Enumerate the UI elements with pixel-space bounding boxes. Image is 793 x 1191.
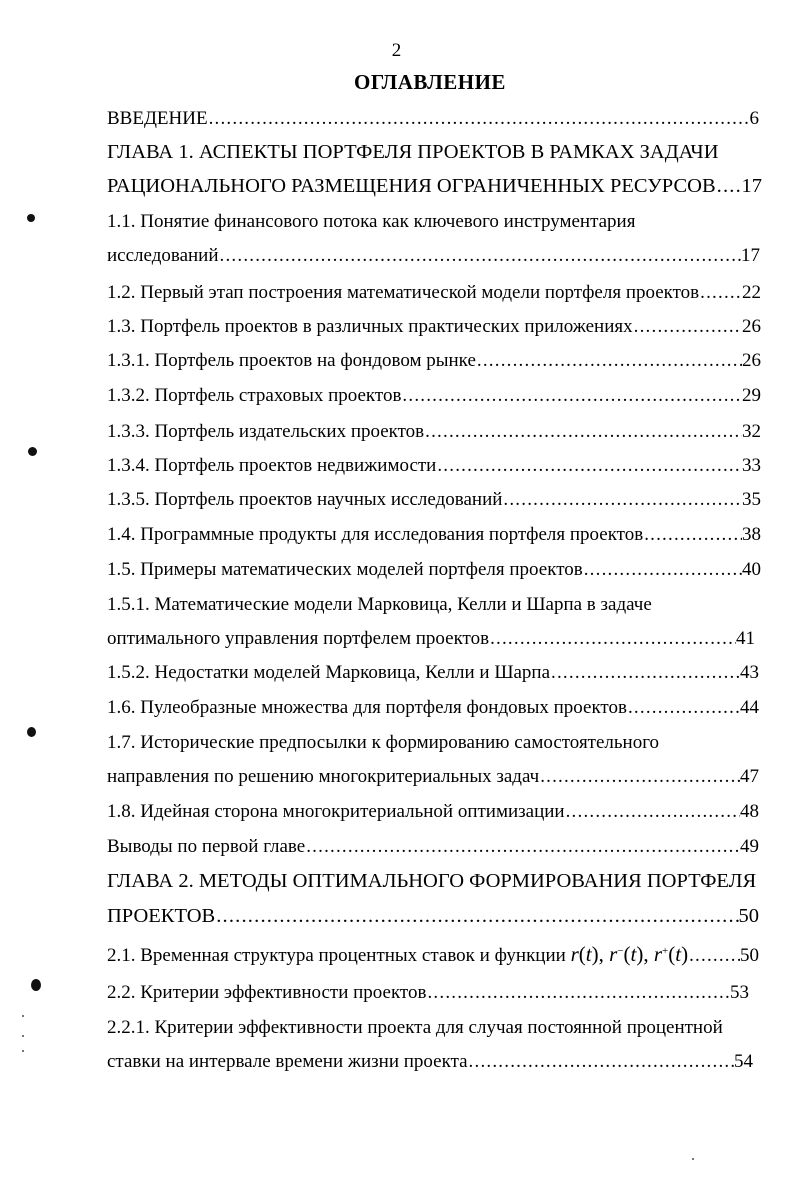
toc-entry-page: 48: [740, 801, 759, 822]
dot-leader: [583, 559, 742, 581]
binding-hole-mark: [27, 214, 35, 222]
dot-leader: [699, 282, 742, 304]
toc-entry-1-5-1-line-1[interactable]: [107, 594, 652, 616]
toc-entry-page: 43: [740, 662, 759, 683]
page-number: 2: [391, 40, 402, 61]
toc-entry-conclusions-1[interactable]: [107, 836, 759, 858]
toc-entry-page: 50: [740, 945, 759, 966]
toc-entry-page: 38: [742, 524, 761, 545]
toc-entry-page: 6: [749, 108, 759, 129]
toc-title: ОГЛАВЛЕНИЕ: [354, 70, 506, 94]
toc-entry-page: 54: [734, 1051, 753, 1072]
scan-artifact: [692, 1158, 694, 1160]
binding-hole-mark: [28, 447, 37, 456]
toc-entry-text: 1.3.3. Портфель издательских проектов: [107, 421, 425, 442]
toc-entry-1-3-1[interactable]: [107, 350, 761, 372]
toc-entry-1-2[interactable]: [107, 282, 761, 304]
toc-entry-page: 29: [742, 385, 761, 406]
toc-entry-text: 1.3.1. Портфель проектов на фондовом рынке: [107, 350, 476, 371]
formula: r(t), r−(t), r+(t): [570, 942, 689, 966]
toc-entry-1-3-4[interactable]: [107, 455, 761, 477]
toc-entry-1-5-2[interactable]: [107, 662, 759, 684]
toc-entry-1-6[interactable]: [107, 697, 759, 719]
toc-entry-text: 1.8. Идейная сторона многокритериальной оптимизации: [107, 801, 565, 822]
toc-entry-text: ГЛАВА 2. МЕТОДЫ ОПТИМАЛЬНОГО ФОРМИРОВАНИЯ ПОРТФЕЛЯ: [107, 870, 757, 892]
toc-entry-introduction[interactable]: [107, 108, 759, 130]
toc-entry-text: ПРОЕКТОВ: [107, 905, 216, 927]
toc-entry-text: 2.2. Критерии эффективности проектов: [107, 982, 427, 1003]
toc-entry-text-part: 2.1. Временная структура процентных ставок и функции: [107, 945, 566, 966]
toc-chapter-1-line-2[interactable]: [107, 175, 762, 198]
toc-entry-1-8[interactable]: [107, 801, 759, 823]
dot-leader: [401, 385, 742, 407]
toc-entry-page: 17: [741, 175, 762, 197]
dot-leader: [215, 905, 738, 928]
dot-leader: [208, 108, 750, 130]
toc-entry-page: 17: [741, 245, 760, 266]
toc-entry-page: 49: [740, 836, 759, 857]
toc-entry-1-5-1-line-2[interactable]: [107, 628, 755, 650]
dot-leader: [436, 455, 742, 477]
toc-entry-text: исследований: [107, 245, 219, 266]
toc-entry-text: РАЦИОНАЛЬНОГО РАЗМЕЩЕНИЯ ОГРАНИЧЕННЫХ РЕСУРСОВ: [107, 175, 716, 197]
dot-leader: [219, 245, 741, 267]
dot-leader: [716, 175, 742, 198]
scan-artifact: [22, 1050, 24, 1052]
toc-entry-text: 1.4. Программные продукты для исследования портфеля проектов: [107, 524, 644, 545]
toc-entry-text: 1.5.2. Недостатки моделей Марковица, Келли и Шарпа: [107, 662, 551, 683]
toc-entry-1-5[interactable]: [107, 559, 761, 581]
dot-leader: [468, 1051, 734, 1073]
toc-entry-page: 44: [740, 697, 759, 718]
toc-entry-text: ВВЕДЕНИЕ: [107, 108, 208, 129]
toc-entry-text: 1.3.2. Портфель страховых проектов: [107, 385, 402, 406]
toc-entry-text: направления по решению многокритериальных задач: [107, 766, 540, 787]
dot-leader: [426, 982, 730, 1004]
toc-entry-text: 1.2. Первый этап построения математической модели портфеля проектов: [107, 282, 700, 303]
toc-entry-page: 22: [742, 282, 761, 303]
toc-entry-page: 53: [730, 982, 749, 1003]
toc-entry-text: 1.3. Портфель проектов в различных практических приложениях: [107, 316, 633, 337]
toc-entry-text: 1.3.4. Портфель проектов недвижимости: [107, 455, 437, 476]
toc-entry-text: 1.6. Пулеобразные множества для портфеля фондовых проектов: [107, 697, 627, 718]
toc-entry-text: [107, 942, 688, 967]
toc-entry-1-7-line-1[interactable]: [107, 732, 659, 754]
toc-entry-page: 40: [742, 559, 761, 580]
dot-leader: [688, 945, 740, 967]
toc-entry-page: 41: [736, 628, 755, 649]
toc-entry-1-1-line-1[interactable]: [107, 211, 635, 233]
toc-entry-1-3-5[interactable]: [107, 489, 761, 511]
toc-entry-page: 26: [742, 316, 761, 337]
toc-chapter-2-line-1[interactable]: [107, 870, 756, 893]
toc-entry-page: 50: [738, 905, 759, 927]
toc-entry-1-3-2[interactable]: [107, 385, 761, 407]
toc-entry-page: 32: [742, 421, 761, 442]
scan-artifact: [22, 1015, 24, 1017]
toc-entry-2-2[interactable]: [107, 982, 749, 1004]
dot-leader: [565, 801, 740, 823]
toc-entry-1-1-line-2[interactable]: [107, 245, 760, 267]
dot-leader: [424, 421, 742, 443]
toc-entry-2-2-1-line-2[interactable]: [107, 1051, 753, 1073]
dot-leader: [633, 316, 742, 338]
toc-entry-1-4[interactable]: [107, 524, 761, 546]
dot-leader: [305, 836, 740, 858]
toc-entry-page: 33: [742, 455, 761, 476]
toc-entry-text: ГЛАВА 1. АСПЕКТЫ ПОРТФЕЛЯ ПРОЕКТОВ В РАМКАХ ЗАДАЧИ: [107, 141, 719, 163]
toc-entry-page: 35: [742, 489, 761, 510]
dot-leader: [627, 697, 740, 719]
toc-chapter-1-line-1[interactable]: [107, 141, 719, 164]
toc-entry-text: 1.3.5. Портфель проектов научных исследований: [107, 489, 503, 510]
toc-entry-text: 1.5. Примеры математических моделей портфеля проектов: [107, 559, 583, 580]
dot-leader: [502, 489, 742, 511]
toc-entry-page: 47: [740, 766, 759, 787]
binding-hole-mark: [27, 727, 36, 737]
toc-entry-text: оптимального управления портфелем проектов: [107, 628, 490, 649]
dot-leader: [539, 766, 740, 788]
dot-leader: [550, 662, 740, 684]
toc-entry-1-3-3[interactable]: [107, 421, 761, 443]
dot-leader: [643, 524, 742, 546]
toc-chapter-2-line-2[interactable]: [107, 905, 759, 928]
toc-entry-2-2-1-line-1[interactable]: [107, 1017, 723, 1039]
toc-entry-text: 1.1. Понятие финансового потока как ключевого инструментария: [107, 211, 636, 232]
toc-entry-text: 2.2.1. Критерии эффективности проекта для случая постоянной процентной: [107, 1017, 723, 1038]
toc-entry-1-7-line-2[interactable]: [107, 766, 759, 788]
dot-leader: [476, 350, 742, 372]
toc-entry-text: 1.7. Исторические предпосылки к формированию самостоятельного: [107, 732, 660, 753]
toc-entry-1-3[interactable]: [107, 316, 761, 338]
toc-entry-2-1[interactable]: [107, 942, 759, 967]
toc-entry-text: ставки на интервале времени жизни проекта: [107, 1051, 468, 1072]
scan-artifact: [22, 1035, 24, 1037]
toc-entry-page: 26: [742, 350, 761, 371]
toc-entry-text: Выводы по первой главе: [107, 836, 306, 857]
toc-entry-text: 1.5.1. Математические модели Марковица, Келли и Шарпа в задаче: [107, 594, 652, 615]
dot-leader: [489, 628, 736, 650]
binding-hole-mark: [31, 979, 41, 991]
